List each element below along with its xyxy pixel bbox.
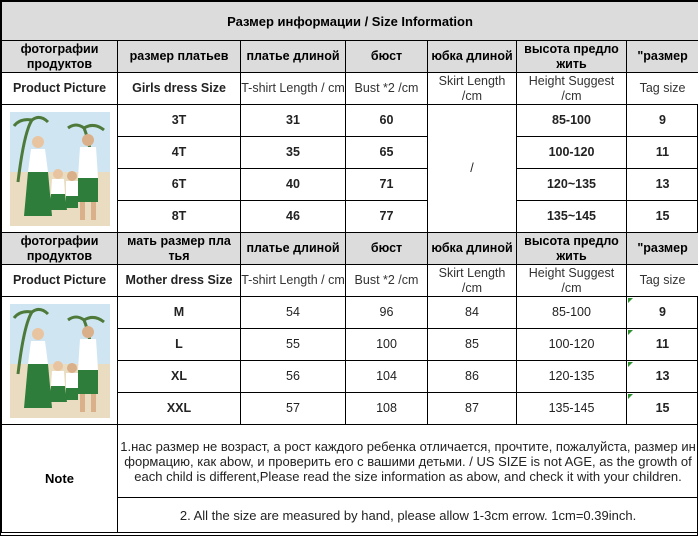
product-picture-girls: [2, 105, 118, 233]
family-photo-icon: [10, 304, 110, 418]
header-row-en-girls: [2, 73, 698, 105]
bust-cell: 100: [346, 329, 428, 361]
tag-cell: 9: [627, 105, 698, 137]
skirt-cell: 86: [428, 361, 517, 393]
height-cell: 100-120: [517, 137, 627, 169]
header-cell: фотографии продуктов: [2, 233, 118, 265]
product-photo: [10, 112, 110, 226]
tag-cell: 11: [627, 137, 698, 169]
header-cell: Height Suggest /cm: [517, 73, 627, 105]
header-cell: бюст: [346, 233, 428, 265]
tag-cell: 15: [627, 393, 698, 425]
header-cell: платье длиной: [241, 41, 346, 73]
bust-cell: 108: [346, 393, 428, 425]
header-cell: Height Suggest /cm: [517, 265, 627, 297]
size-cell: L: [118, 329, 241, 361]
header-cell: Product Picture: [2, 73, 118, 105]
length-cell: 54: [241, 297, 346, 329]
length-cell: 31: [241, 105, 346, 137]
header-cell: платье длиной: [241, 233, 346, 265]
skirt-cell: 85: [428, 329, 517, 361]
header-cell: фотографии продуктов: [2, 41, 118, 73]
size-cell: XXL: [118, 393, 241, 425]
length-cell: 35: [241, 137, 346, 169]
length-cell: 46: [241, 201, 346, 233]
height-cell: 85-100: [517, 105, 627, 137]
header-cell: юбка длиной: [428, 233, 517, 265]
size-cell: XL: [118, 361, 241, 393]
bust-cell: 60: [346, 105, 428, 137]
header-cell: Mother dress Size: [118, 265, 241, 297]
tag-cell: 11: [627, 329, 698, 361]
note-label: Note: [2, 425, 118, 533]
note-text-1: 1.нас размер не возраст, а рост каждого ребенка отличается, прочтите, пожалуйста, размер ин формацию, как abow, и проверить его с вашими детьми. / US SIZE is not AGE, as the growth of each child is different,Please read the size information as abow, and check it with your children.: [118, 425, 698, 498]
header-row-en-mother: [2, 265, 698, 297]
product-photo: [10, 304, 110, 418]
tag-cell: 13: [627, 361, 698, 393]
header-cell: Product Picture: [2, 265, 118, 297]
skirt-cell: 87: [428, 393, 517, 425]
header-cell: бюст: [346, 41, 428, 73]
header-cell: размер платьев: [118, 41, 241, 73]
header-cell: высота предло жить: [517, 233, 627, 265]
length-cell: 40: [241, 169, 346, 201]
bust-cell: 104: [346, 361, 428, 393]
height-cell: 120-135: [517, 361, 627, 393]
header-cell: "размер: [627, 41, 698, 73]
note-row: [2, 425, 698, 498]
skirt-cell-merged: /: [428, 105, 517, 233]
header-cell: Skirt Length /cm: [428, 73, 517, 105]
size-cell: 6T: [118, 169, 241, 201]
size-cell: 3T: [118, 105, 241, 137]
height-cell: 100-120: [517, 329, 627, 361]
bust-cell: 71: [346, 169, 428, 201]
header-cell: Bust *2 /cm: [346, 73, 428, 105]
length-cell: 56: [241, 361, 346, 393]
family-photo-icon: [10, 112, 110, 226]
product-picture-mother: [2, 297, 118, 425]
header-row-ru-mother: [2, 233, 698, 265]
header-cell: Tag size: [627, 73, 698, 105]
size-cell: 8T: [118, 201, 241, 233]
header-cell: Girls dress Size: [118, 73, 241, 105]
header-cell: T-shirt Length / cm: [241, 73, 346, 105]
tag-cell: 13: [627, 169, 698, 201]
header-cell: Tag size: [627, 265, 698, 297]
tag-cell: 15: [627, 201, 698, 233]
skirt-cell: 84: [428, 297, 517, 329]
size-cell: 4T: [118, 137, 241, 169]
height-cell: 135~145: [517, 201, 627, 233]
header-cell: T-shirt Length / cm: [241, 265, 346, 297]
page-title: Размер информации / Size Information: [2, 2, 698, 41]
bust-cell: 96: [346, 297, 428, 329]
header-cell: "размер: [627, 233, 698, 265]
bust-cell: 77: [346, 201, 428, 233]
table-row: [2, 105, 698, 137]
length-cell: 57: [241, 393, 346, 425]
header-row-ru-girls: [2, 41, 698, 73]
bust-cell: 65: [346, 137, 428, 169]
header-cell: Bust *2 /cm: [346, 265, 428, 297]
header-cell: Skirt Length /cm: [428, 265, 517, 297]
height-cell: 135-145: [517, 393, 627, 425]
table-row: [2, 297, 698, 329]
height-cell: 85-100: [517, 297, 627, 329]
size-information-table: [1, 1, 698, 533]
length-cell: 55: [241, 329, 346, 361]
header-cell: юбка длиной: [428, 41, 517, 73]
height-cell: 120~135: [517, 169, 627, 201]
note-text-2: 2. All the size are measured by hand, please allow 1-3cm errow. 1cm=0.39inch.: [118, 498, 698, 533]
tag-cell: 9: [627, 297, 698, 329]
header-cell: мать размер пла тья: [118, 233, 241, 265]
size-cell: M: [118, 297, 241, 329]
header-cell: высота предло жить: [517, 41, 627, 73]
